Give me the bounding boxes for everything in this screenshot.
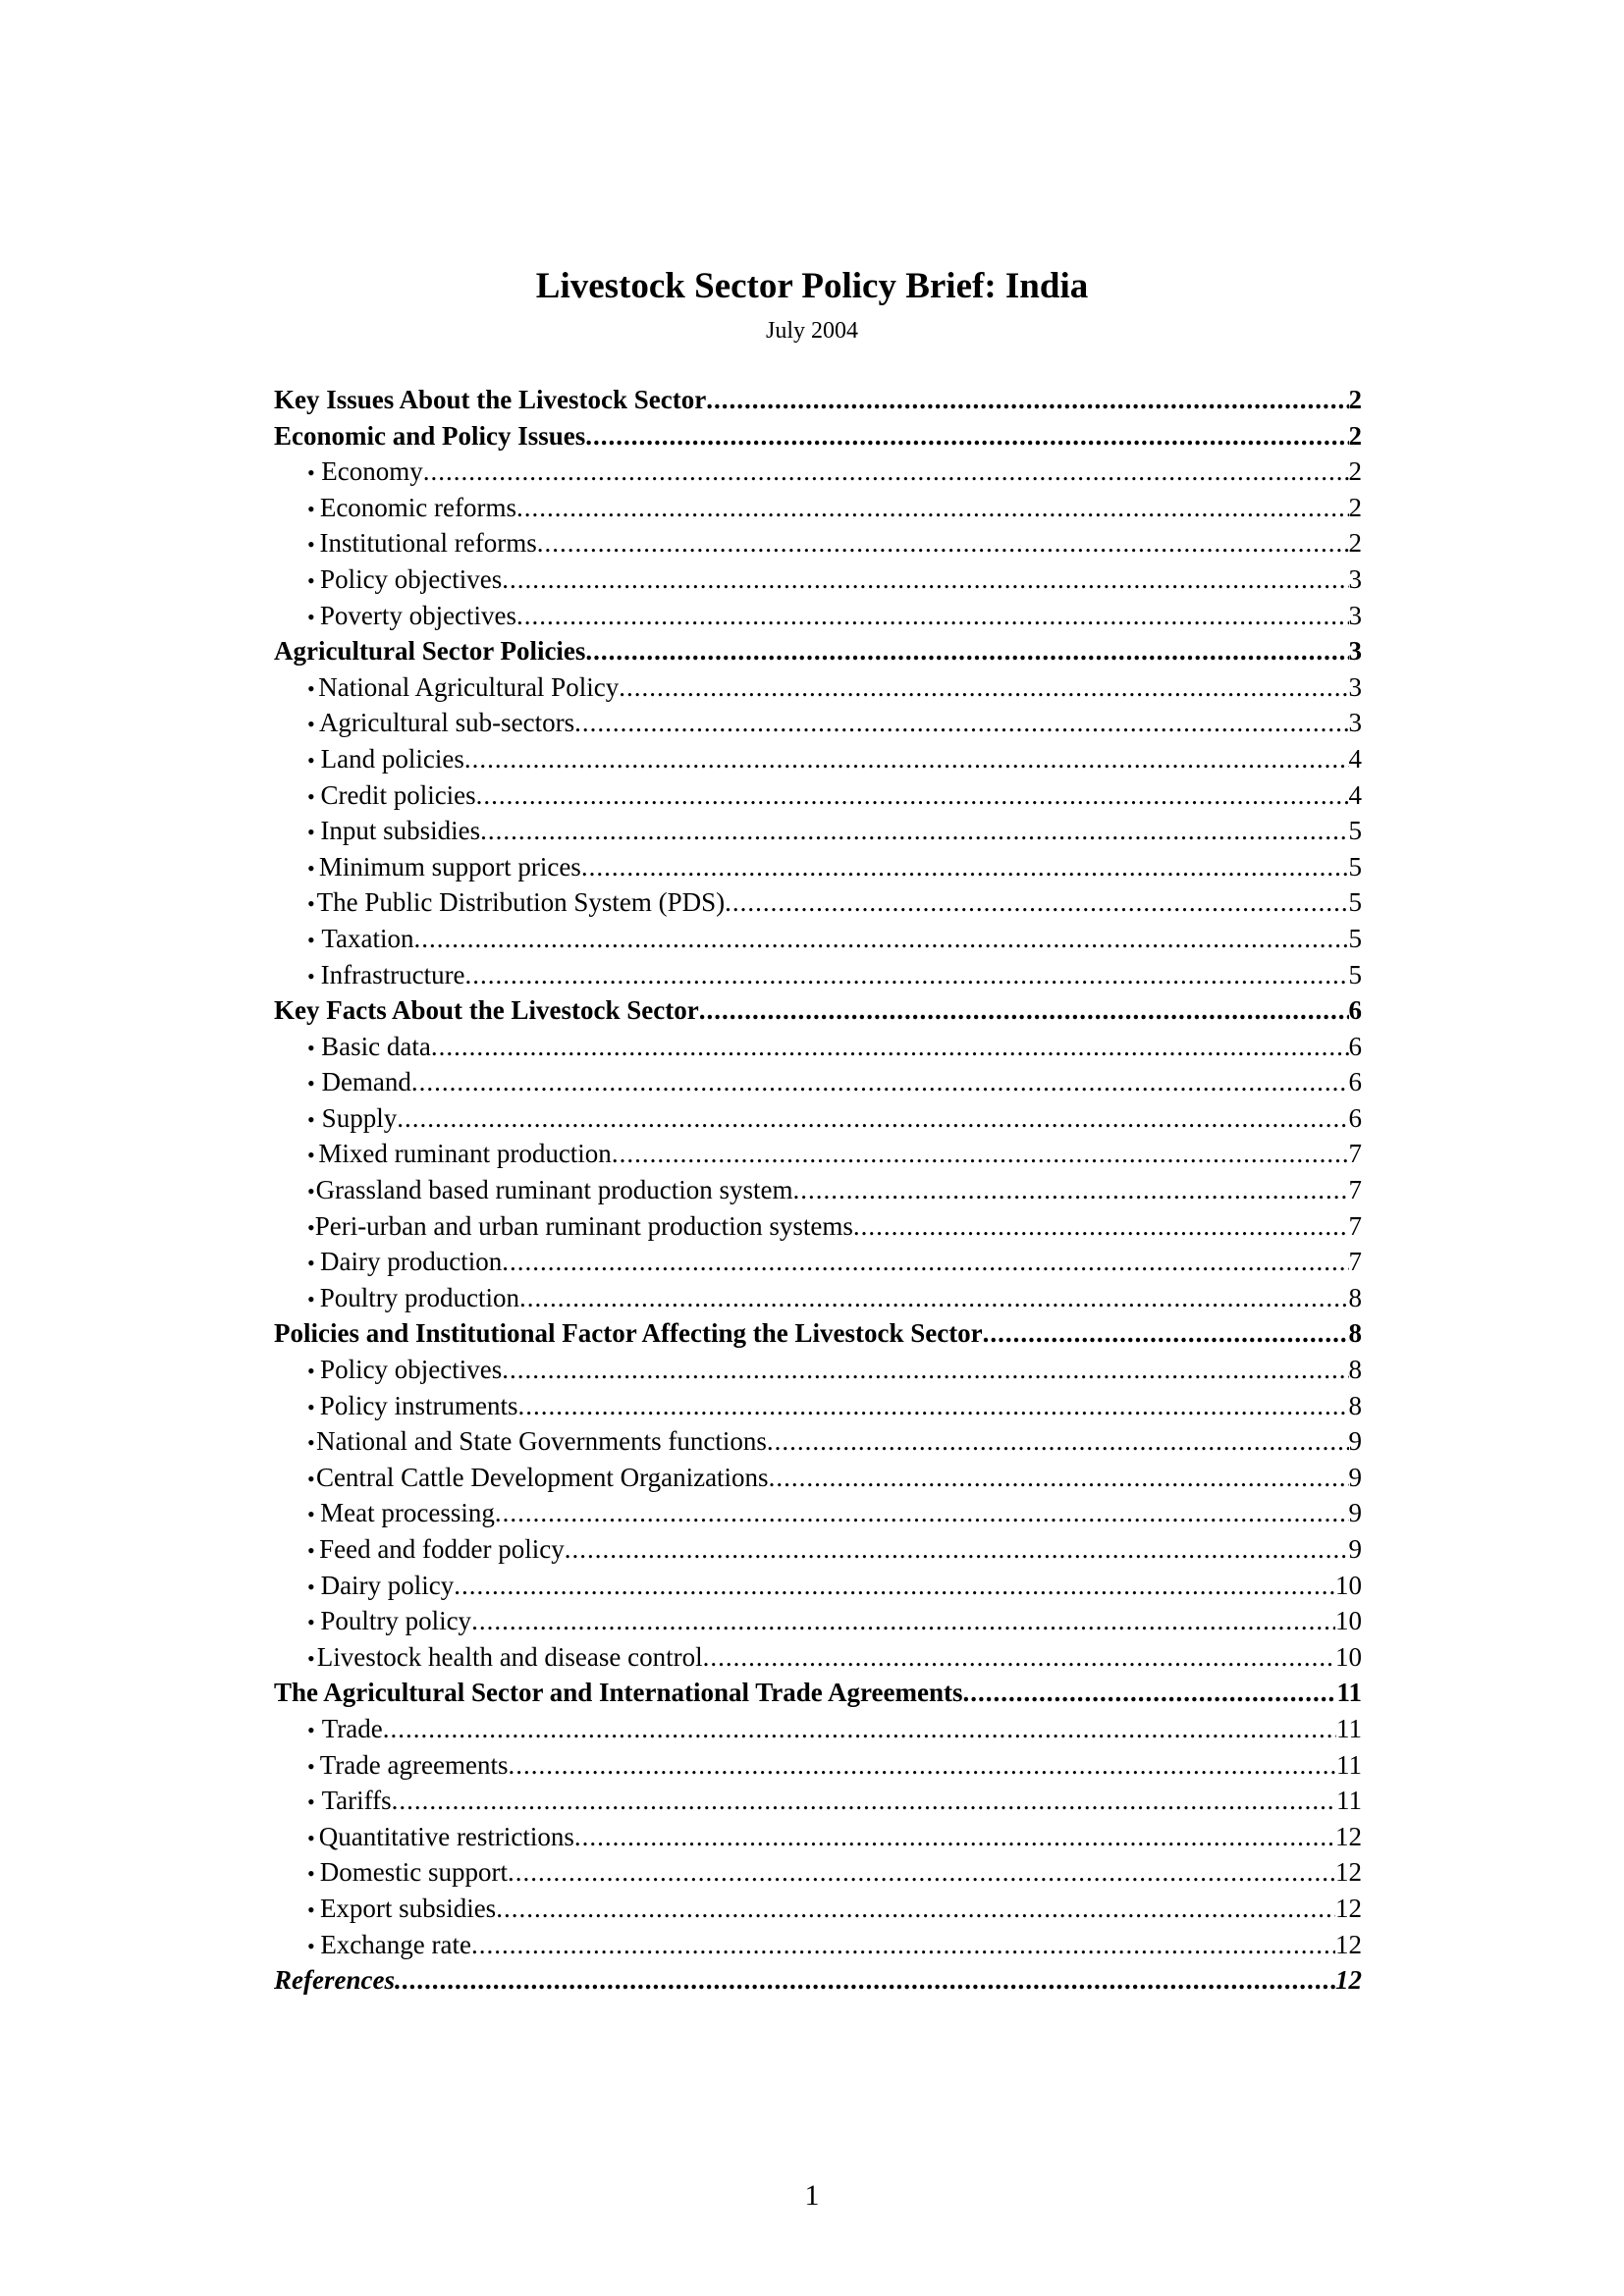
toc-entry-page-number: 8 (1348, 1282, 1362, 1312)
toc-entry[interactable] (274, 1603, 1362, 1639)
toc-entry-page-number: 4 (1348, 779, 1362, 810)
toc-entry[interactable] (274, 849, 1362, 885)
toc-entry-label: Institutional reforms (319, 528, 537, 559)
bullet-icon: • (307, 532, 315, 558)
dot-leader (516, 598, 1348, 634)
dot-leader (464, 741, 1349, 777)
toc-entry-page-number: 11 (1336, 1786, 1362, 1816)
toc-entry-page-number: 3 (1348, 600, 1362, 630)
toc-section-heading[interactable] (274, 1675, 1362, 1711)
toc-entry-label: Feed and fodder policy (319, 1534, 565, 1564)
dot-leader (565, 1531, 1349, 1568)
toc-entry[interactable] (274, 1891, 1362, 1927)
toc-entry-page-number: 5 (1348, 851, 1362, 881)
toc-entry-page-number: 12 (1335, 1965, 1362, 1996)
bullet-icon: • (307, 1861, 315, 1887)
dot-leader (480, 813, 1348, 849)
toc-entry[interactable] (274, 1460, 1362, 1496)
dot-leader (431, 1029, 1349, 1065)
toc-entry-page-number: 7 (1348, 1139, 1362, 1169)
bullet-icon: • (307, 604, 315, 629)
toc-entry-page-number: 2 (1348, 385, 1362, 414)
toc-entry-page-number: 12 (1335, 1893, 1362, 1923)
toc-entry-page-number: 2 (1348, 456, 1362, 487)
toc-entry-label: Poverty objectives (319, 600, 517, 630)
table-of-contents (274, 382, 1362, 1999)
toc-entry-page-number: 2 (1348, 420, 1362, 451)
bullet-icon: • (307, 1574, 315, 1599)
dot-leader (397, 1100, 1348, 1137)
toc-entry-page-number: 7 (1348, 1210, 1362, 1241)
toc-entry-label: Economy (321, 456, 423, 487)
bullet-icon: • (307, 927, 315, 952)
bullet-icon: • (307, 1502, 315, 1527)
dot-leader (383, 1711, 1336, 1747)
toc-entry-page-number: 2 (1348, 492, 1362, 522)
toc-entry[interactable] (274, 1639, 1362, 1676)
bullet-icon: • (307, 1610, 315, 1635)
bullet-icon: • (307, 1466, 315, 1491)
toc-entry-page-number: 9 (1348, 1426, 1362, 1457)
toc-entry-label: National Agricultural Policy (318, 671, 620, 702)
toc-entry[interactable] (274, 1388, 1362, 1424)
toc-section-heading[interactable] (274, 633, 1362, 669)
toc-entry[interactable] (274, 1819, 1362, 1855)
document-date: July 2004 (765, 318, 858, 344)
toc-entry[interactable] (274, 1064, 1362, 1100)
toc-entry[interactable] (274, 777, 1362, 814)
bullet-icon: • (307, 855, 315, 881)
toc-entry-label: The Public Distribution System (PDS) (316, 887, 726, 918)
bullet-icon: • (307, 1538, 315, 1563)
dot-leader (725, 884, 1348, 921)
toc-entry-label: Mixed ruminant production (318, 1139, 612, 1169)
toc-entry-page-number: 11 (1336, 1678, 1362, 1708)
toc-entry[interactable] (274, 1352, 1362, 1388)
toc-entry-label: Central Cattle Development Organizations (315, 1462, 769, 1492)
dot-leader (502, 561, 1348, 598)
bullet-icon: • (307, 1106, 315, 1132)
toc-entry-label: Policy instruments (319, 1390, 518, 1420)
toc-section-heading[interactable] (274, 1962, 1362, 1999)
toc-entry[interactable] (274, 813, 1362, 849)
toc-entry-page-number: 5 (1348, 887, 1362, 918)
toc-entry-label: Credit policies (320, 779, 476, 810)
toc-entry-page-number: 8 (1348, 1318, 1362, 1349)
toc-entry-page-number: 3 (1348, 708, 1362, 738)
toc-entry[interactable] (274, 490, 1362, 526)
toc-entry-label: Demand (321, 1067, 411, 1097)
toc-entry-label: Supply (321, 1102, 398, 1133)
toc-entry-page-number: 7 (1348, 1175, 1362, 1205)
toc-entry[interactable] (274, 741, 1362, 777)
toc-entry[interactable] (274, 561, 1362, 598)
dot-leader (585, 633, 1348, 669)
dot-leader (476, 777, 1349, 814)
toc-entry-page-number: 9 (1348, 1534, 1362, 1564)
dot-leader (471, 1927, 1335, 1963)
toc-entry-page-number: 9 (1348, 1462, 1362, 1492)
toc-section-heading[interactable] (274, 1315, 1362, 1352)
bullet-icon: • (307, 1933, 315, 1958)
page-number: 1 (804, 2179, 820, 2212)
toc-entry-label: Policy objectives (320, 563, 503, 594)
toc-entry[interactable] (274, 1244, 1362, 1280)
dot-leader (518, 1388, 1349, 1424)
toc-entry-label: Land policies (320, 743, 464, 774)
toc-entry-page-number: 3 (1348, 636, 1362, 667)
dot-leader (574, 1819, 1335, 1855)
bullet-icon: • (307, 1179, 315, 1204)
toc-entry-label: Dairy production (320, 1247, 503, 1277)
dot-leader (392, 1783, 1336, 1819)
dot-leader (983, 1315, 1349, 1352)
dot-leader (853, 1208, 1349, 1245)
toc-entry-page-number: 6 (1348, 1067, 1362, 1097)
toc-entry-label: Economic reforms (319, 492, 517, 522)
bullet-icon: • (307, 1789, 315, 1815)
bullet-icon: • (307, 675, 315, 701)
toc-section-heading[interactable] (274, 382, 1362, 418)
dot-leader (767, 1423, 1349, 1460)
toc-entry[interactable] (274, 1927, 1362, 1963)
toc-entry-page-number: 10 (1335, 1606, 1362, 1636)
dot-leader (581, 849, 1349, 885)
toc-entry-page-number: 6 (1348, 1102, 1362, 1133)
toc-entry-label: Export subsidies (319, 1893, 497, 1923)
toc-entry-label: Meat processing (320, 1498, 495, 1528)
bullet-icon: • (307, 1071, 315, 1096)
dot-leader (411, 1064, 1349, 1100)
toc-entry-page-number: 10 (1335, 1641, 1362, 1672)
toc-entry[interactable] (274, 1854, 1362, 1891)
toc-entry-label: Grassland based ruminant production system (315, 1175, 793, 1205)
toc-entry[interactable] (274, 1029, 1362, 1065)
toc-entry-label: Agricultural sub-sectors (318, 708, 575, 738)
bullet-icon: • (307, 1717, 315, 1742)
bullet-icon: • (307, 1359, 315, 1384)
dot-leader (471, 1603, 1335, 1639)
dot-leader (496, 1891, 1335, 1927)
toc-entry-page-number: 5 (1348, 959, 1362, 989)
toc-entry[interactable] (274, 1100, 1362, 1137)
dot-leader (699, 992, 1349, 1029)
toc-entry-label: Input subsidies (320, 816, 481, 846)
toc-entry-page-number: 7 (1348, 1247, 1362, 1277)
bullet-icon: • (307, 1645, 315, 1671)
toc-entry-page-number: 12 (1335, 1821, 1362, 1851)
bullet-icon: • (307, 783, 315, 809)
toc-entry-page-number: 2 (1348, 528, 1362, 559)
bullet-icon: • (307, 1896, 315, 1922)
toc-entry-label: Peri-urban and urban ruminant production systems (314, 1210, 853, 1241)
toc-entry-page-number: 8 (1348, 1355, 1362, 1385)
dot-leader (395, 1962, 1335, 1999)
toc-entry-page-number: 11 (1336, 1713, 1362, 1743)
toc-entry-label: Agricultural Sector Policies (274, 636, 586, 667)
dot-leader (619, 669, 1348, 706)
toc-entry-label: Taxation (321, 923, 414, 953)
toc-entry-label: Policy objectives (320, 1355, 503, 1385)
bullet-icon: • (307, 1394, 315, 1419)
dot-leader (516, 490, 1348, 526)
toc-entry-label: Quantitative restrictions (318, 1821, 574, 1851)
bullet-icon: • (307, 1143, 315, 1168)
toc-entry-page-number: 9 (1348, 1498, 1362, 1528)
toc-entry[interactable] (274, 1568, 1362, 1604)
toc-entry[interactable] (274, 1136, 1362, 1172)
toc-section-heading[interactable] (274, 992, 1362, 1029)
dot-leader (703, 1639, 1335, 1676)
bullet-icon: • (307, 820, 315, 845)
toc-entry-page-number: 3 (1348, 671, 1362, 702)
bullet-icon: • (307, 460, 315, 486)
toc-entry[interactable] (274, 1208, 1362, 1245)
bullet-icon: • (307, 712, 315, 737)
toc-entry-label: Infrastructure (320, 959, 465, 989)
dot-leader (706, 382, 1348, 418)
bullet-icon: • (307, 1753, 315, 1779)
toc-entry[interactable] (274, 1783, 1362, 1819)
toc-entry-label: Tariffs (321, 1786, 392, 1816)
toc-entry-label: Key Facts About the Livestock Sector (274, 995, 699, 1026)
toc-entry-label: Policies and Institutional Factor Affecting the Livestock Sector (274, 1318, 983, 1349)
toc-entry[interactable] (274, 1172, 1362, 1208)
toc-entry-label: References (274, 1965, 395, 1996)
toc-entry[interactable] (274, 669, 1362, 706)
bullet-icon: • (307, 1251, 315, 1276)
toc-entry-label: Economic and Policy Issues (274, 420, 586, 451)
dot-leader (769, 1460, 1349, 1496)
toc-entry-label: The Agricultural Sector and International Trade Agreements (274, 1678, 963, 1708)
toc-entry-page-number: 6 (1348, 1031, 1362, 1061)
toc-entry-page-number: 5 (1348, 816, 1362, 846)
toc-entry[interactable] (274, 454, 1362, 490)
dot-leader (413, 921, 1348, 957)
toc-entry-label: Trade (321, 1713, 383, 1743)
dot-leader (612, 1136, 1349, 1172)
toc-entry-page-number: 6 (1348, 995, 1362, 1026)
bullet-icon: • (307, 1430, 315, 1456)
toc-entry-page-number: 5 (1348, 923, 1362, 953)
toc-entry-label: Trade agreements (319, 1749, 509, 1780)
dot-leader (792, 1172, 1348, 1208)
toc-entry-label: National and State Governments functions (315, 1426, 767, 1457)
toc-entry[interactable] (274, 957, 1362, 993)
dot-leader (502, 1244, 1348, 1280)
dot-leader (495, 1495, 1349, 1531)
toc-entry-label: Domestic support (319, 1857, 508, 1888)
dot-leader (454, 1568, 1335, 1604)
dot-leader (519, 1280, 1348, 1316)
dot-leader (502, 1352, 1348, 1388)
toc-entry-page-number: 3 (1348, 563, 1362, 594)
toc-entry-label: Livestock health and disease control (316, 1641, 703, 1672)
bullet-icon: • (307, 1286, 315, 1311)
toc-entry[interactable] (274, 1531, 1362, 1568)
bullet-icon: • (307, 1035, 315, 1060)
toc-entry-page-number: 12 (1335, 1857, 1362, 1888)
toc-entry-label: Basic data (321, 1031, 431, 1061)
dot-leader (465, 957, 1349, 993)
document-title: Livestock Sector Policy Brief: India (535, 266, 1089, 306)
toc-entry-label: Poultry policy (320, 1606, 472, 1636)
bullet-icon: • (307, 1825, 315, 1850)
toc-entry[interactable] (274, 1495, 1362, 1531)
dot-leader (508, 1854, 1335, 1891)
toc-entry[interactable] (274, 1280, 1362, 1316)
toc-entry-page-number: 10 (1335, 1570, 1362, 1600)
toc-entry[interactable] (274, 884, 1362, 921)
dot-leader (508, 1747, 1336, 1784)
toc-entry-label: Dairy policy (320, 1570, 455, 1600)
toc-entry[interactable] (274, 1747, 1362, 1784)
toc-entry-label: Minimum support prices (318, 851, 581, 881)
dot-leader (537, 525, 1349, 561)
dot-leader (585, 418, 1348, 454)
toc-entry[interactable] (274, 525, 1362, 561)
dot-leader (574, 705, 1348, 741)
toc-entry-page-number: 8 (1348, 1390, 1362, 1420)
toc-section-heading[interactable] (274, 418, 1362, 454)
toc-entry-page-number: 12 (1335, 1929, 1362, 1959)
toc-entry[interactable] (274, 598, 1362, 634)
toc-entry[interactable] (274, 921, 1362, 957)
bullet-icon: • (307, 963, 315, 988)
dot-leader (423, 454, 1349, 490)
dot-leader (962, 1675, 1336, 1711)
bullet-icon: • (307, 567, 315, 593)
toc-entry[interactable] (274, 705, 1362, 741)
toc-entry[interactable] (274, 1711, 1362, 1747)
bullet-icon: • (307, 747, 315, 773)
bullet-icon: • (307, 1214, 315, 1240)
toc-entry-page-number: 11 (1336, 1749, 1362, 1780)
bullet-icon: • (307, 891, 315, 917)
toc-entry-label: Exchange rate (320, 1929, 471, 1959)
bullet-icon: • (307, 496, 315, 521)
toc-entry[interactable] (274, 1423, 1362, 1460)
toc-entry-page-number: 4 (1348, 743, 1362, 774)
toc-entry-label: Poultry production (319, 1282, 520, 1312)
toc-entry-label: Key Issues About the Livestock Sector (274, 385, 707, 414)
